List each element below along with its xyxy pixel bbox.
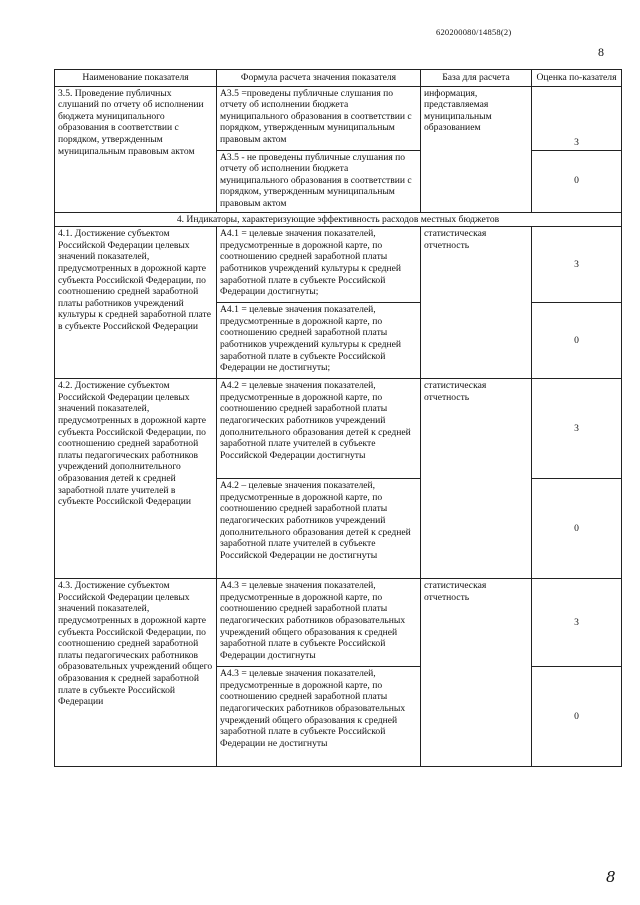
indicator-score: 0 xyxy=(532,150,622,212)
indicator-score: 0 xyxy=(532,479,622,579)
column-header-name: Наименование показателя xyxy=(55,70,217,87)
indicator-base: статистическая отчетность xyxy=(421,227,532,379)
indicator-formula: А3.5 =проведены публичные слушания по отчету об исполнении бюджета муниципального образования в соответствии с порядком, утвержденным муниципальным правовым актом xyxy=(217,86,421,150)
section-title: 4. Индикаторы, характеризующие эффективность расходов местных бюджетов xyxy=(55,212,622,227)
indicator-formula: А4.3 = целевые значения показателей, предусмотренные в дорожной карте, по соотношению средней заработной платы педагогических работников образовательных учреждений общего образования к средней заработной плате в субъекте Российской Федерации достигнуты xyxy=(217,579,421,667)
indicator-score: 3 xyxy=(532,227,622,303)
table-row xyxy=(55,379,622,479)
document-code: 620200080/14858(2) xyxy=(436,27,512,37)
indicator-base: информация, представляемая муниципальным образованием xyxy=(421,86,532,212)
handwritten-initial: 8 xyxy=(606,868,616,886)
indicator-score: 3 xyxy=(532,86,622,150)
indicator-name: 4.2. Достижение субъектом Российской Федерации целевых значений показателей, предусмотренных в дорожной карте субъекта Российской Федерации, по соотношению средней заработной платы педагогических работников учреждений дополнительного образования детей к средней заработной плате учителей в субъекте Российской Федерации xyxy=(55,379,217,579)
indicator-score: 0 xyxy=(532,667,622,767)
indicator-base: статистическая отчетность xyxy=(421,579,532,767)
indicator-name: 4.3. Достижение субъектом Российской Федерации целевых значений показателей, предусмотренных в дорожной карте субъекта Российской Федерации, по соотношению средней заработной платы педагогических работников образовательных учреждений общего образования к средней заработной плате в субъекте Российской Федерации xyxy=(55,579,217,767)
indicator-score: 3 xyxy=(532,379,622,479)
column-header-score: Оценка по-казателя xyxy=(532,70,622,87)
indicator-formula: А3.5 - не проведены публичные слушания по отчету об исполнении бюджета муниципального образования в соответствии с порядком, утвержденным муниципальным правовым актом xyxy=(217,150,421,212)
table-row xyxy=(55,579,622,667)
indicator-name: 4.1. Достижение субъектом Российской Федерации целевых значений показателей, предусмотренных в дорожной карте субъекта Российской Федерации, по соотношению средней заработной платы работников учреждений культуры к средней заработной плате в субъекте Российской Федерации xyxy=(55,227,217,379)
table-header-row xyxy=(55,70,622,87)
indicator-score: 0 xyxy=(532,303,622,379)
indicator-formula: А4.3 = целевые значения показателей, предусмотренные в дорожной карте, по соотношению средней заработной платы педагогических работников образовательных учреждений общего образования к средней заработной плате в субъекте Российской Федерации не достигнуты xyxy=(217,667,421,767)
indicator-name: 3.5. Проведение публичных слушаний по отчету об исполнении бюджета муниципального образования в соответствии с порядком, утвержденным муниципальным правовым актом xyxy=(55,86,217,212)
column-header-formula: Формула расчета значения показателя xyxy=(217,70,421,87)
indicator-formula: А4.1 = целевые значения показателей, предусмотренные в дорожной карте, по соотношению средней заработной платы работников учреждений культуры к средней заработной плате в субъекте Российской Федерации не достигнуты; xyxy=(217,303,421,379)
indicator-formula: А4.2 – целевые значения показателей, предусмотренные в дорожной карте, по соотношению средней заработной платы педагогических работников учреждений дополнительного образования детей к средней заработной плате учителей в субъекте Российской Федерации не достигнуты xyxy=(217,479,421,579)
section-header-row xyxy=(55,212,622,227)
indicator-score: 3 xyxy=(532,579,622,667)
page-number: 8 xyxy=(598,45,604,59)
indicator-formula: А4.2 = целевые значения показателей, предусмотренные в дорожной карте, по соотношению средней заработной платы педагогических работников учреждений дополнительного образования детей к средней заработной плате учителей в субъекте Российской Федерации достигнуты xyxy=(217,379,421,479)
indicator-base: статистическая отчетность xyxy=(421,379,532,579)
indicator-table xyxy=(54,69,622,767)
table-row xyxy=(55,86,622,150)
column-header-base: База для расчета xyxy=(421,70,532,87)
table-row xyxy=(55,227,622,303)
indicator-formula: А4.1 = целевые значения показателей, предусмотренные в дорожной карте, по соотношению средней заработной платы работников учреждений культуры к средней заработной плате в субъекте Российской Федерации достигнуты; xyxy=(217,227,421,303)
